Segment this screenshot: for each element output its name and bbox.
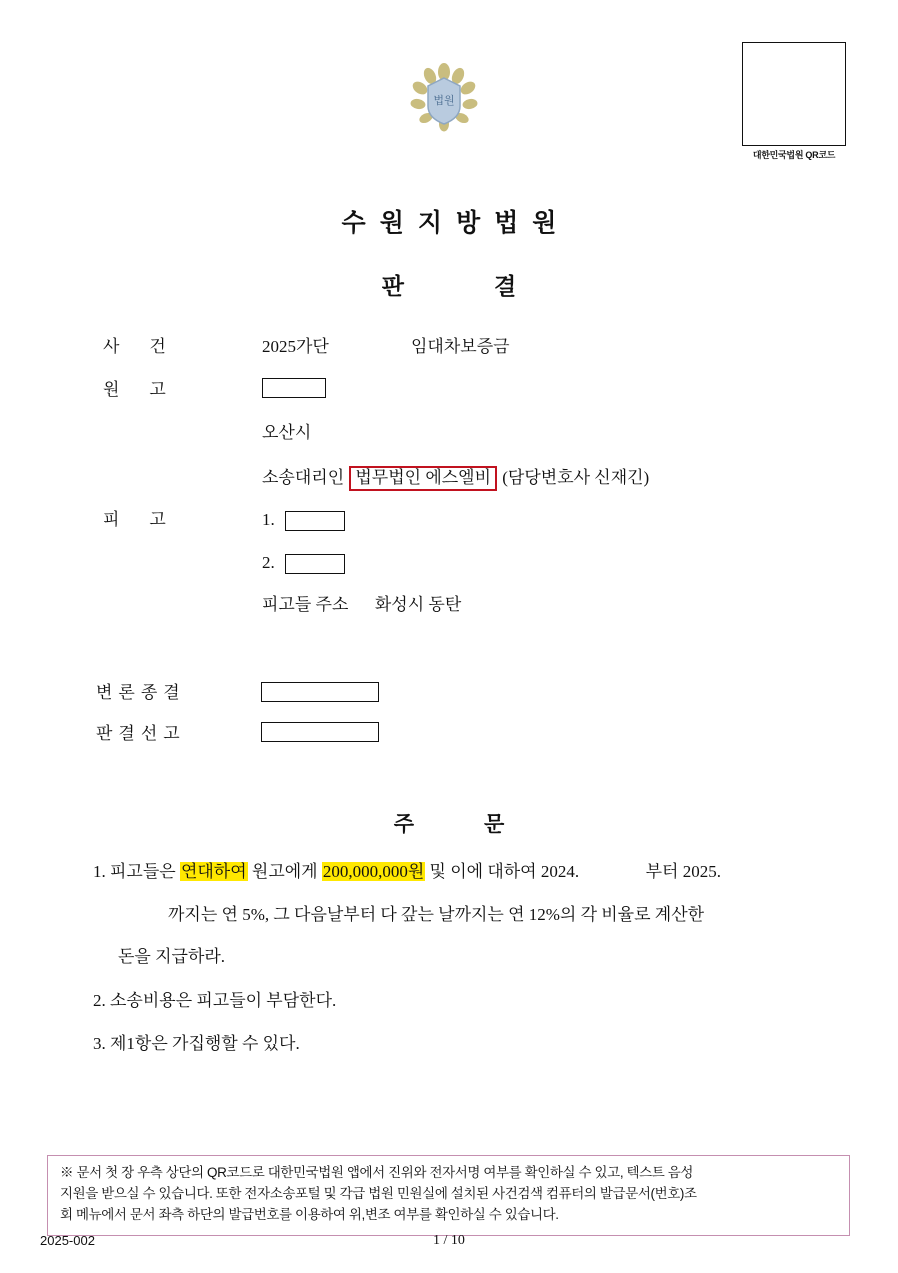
order-item-1-highlight-amount: 200,000,000원 bbox=[322, 862, 425, 881]
redaction-box bbox=[261, 682, 379, 702]
closing-label: 변론종결 bbox=[96, 683, 186, 702]
defendant-2-number: 2. bbox=[262, 553, 275, 572]
redaction-box bbox=[285, 511, 345, 531]
attorney-row bbox=[262, 466, 649, 491]
order-item-2: 2. 소송비용은 피고들이 부담한다. bbox=[93, 991, 337, 1010]
defendants-address: 화성시 동탄 bbox=[374, 595, 462, 614]
attorney-label: 소송대리인 bbox=[262, 468, 345, 487]
order-item-1-line-3: 돈을 지급하라. bbox=[118, 947, 226, 966]
closing-date-redaction bbox=[261, 682, 379, 702]
attorney-note: (담당변호사 신재긴) bbox=[502, 468, 650, 487]
judgment-label: 판결선고 bbox=[96, 724, 186, 743]
svg-text:법원: 법원 bbox=[433, 94, 455, 107]
defendant-1-number: 1. bbox=[262, 510, 275, 529]
defendant-2-row bbox=[262, 554, 345, 574]
plaintiff-label: 원고 bbox=[103, 380, 196, 399]
judgment-date-redaction bbox=[261, 722, 379, 742]
court-name: 수원지방법원 bbox=[341, 210, 571, 237]
defendant-label: 피고 bbox=[103, 510, 196, 529]
order-item-1-suffix: 및 이에 대하여 2024. bbox=[429, 862, 580, 881]
document-type-title: 판결 bbox=[381, 274, 607, 299]
defendants-address-row bbox=[262, 596, 461, 613]
case-number: 2025가단 bbox=[262, 337, 329, 356]
order-item-1-line-1 bbox=[93, 856, 721, 888]
defendants-address-label: 피고들 주소 bbox=[262, 595, 349, 614]
case-label: 사건 bbox=[103, 337, 196, 356]
document-number: 2025-002 bbox=[40, 1233, 95, 1248]
redaction-box bbox=[285, 554, 345, 574]
plaintiff-address: 오산시 bbox=[262, 423, 312, 442]
page-number: 1 / 10 bbox=[433, 1233, 465, 1248]
footer-notice-line-1: ※ 문서 첫 장 우측 상단의 QR코드로 대한민국법원 앱에서 진위와 전자서명 여부를 확인하실 수 있고, 텍스트 음성 bbox=[60, 1165, 694, 1180]
order-item-1-prefix: 1. 피고들은 bbox=[93, 862, 176, 881]
order-item-3: 3. 제1항은 가집행할 수 있다. bbox=[93, 1034, 300, 1053]
order-item-1-line-2: 까지는 연 5%, 그 다음날부터 다 갚는 날까지는 연 12%의 각 비율로 계산한 bbox=[168, 905, 705, 924]
case-subject: 임대차보증금 bbox=[411, 337, 510, 356]
order-item-1-highlight-jointly: 연대하여 bbox=[180, 862, 247, 881]
defendant-1-row bbox=[262, 511, 345, 531]
footer-notice-line-3: 회 메뉴에서 문서 좌측 하단의 발급번호를 이용하여 위,변조 여부를 확인하실 수 있습니다. bbox=[60, 1206, 559, 1222]
footer-notice-line-2: 지원을 받으실 수 있습니다. 또한 전자소송포털 및 각급 법원 민원실에 설치된 사건검색 컴퓨터의 발급문서(번호)조 bbox=[60, 1185, 697, 1201]
attorney-firm-highlight: 법무법인 에스엘비 bbox=[349, 466, 497, 491]
order-section-title: 주문 bbox=[393, 812, 575, 836]
court-emblem-icon bbox=[408, 62, 480, 134]
footer-notice bbox=[47, 1155, 850, 1236]
redaction-box bbox=[262, 378, 326, 398]
qr-code-caption: 대한민국법원 QR코드 bbox=[752, 150, 836, 160]
redaction-box bbox=[261, 722, 379, 742]
order-item-1-suffix-2: 부터 2025. bbox=[645, 862, 721, 881]
plaintiff-name-redaction bbox=[262, 378, 326, 398]
order-item-1-middle: 원고에게 bbox=[251, 862, 318, 881]
qr-code bbox=[742, 42, 846, 146]
